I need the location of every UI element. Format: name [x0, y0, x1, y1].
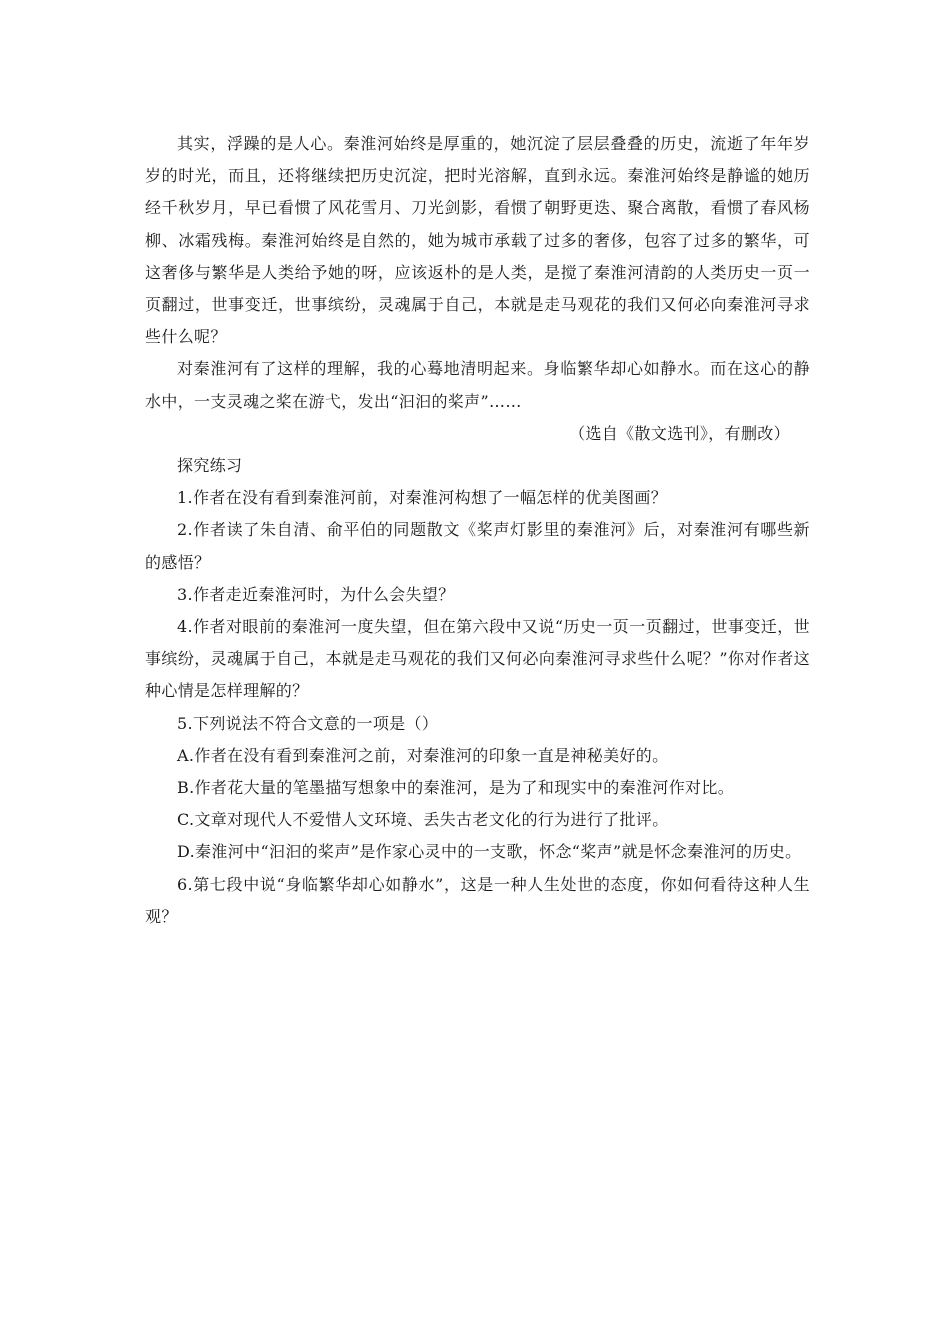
article-paragraph-1: 其实，浮躁的是人心。秦淮河始终是厚重的，她沉淀了层层叠叠的历史，流逝了年年岁岁的时光，而且，还将继续把历史沉淀，把时光溶解，直到永远。秦淮河始终是静谧的她历经千秋岁月，早已看惯了风花雪月、刀光剑影，看惯了朝野更迭、聚合离散，看惯了春风杨柳、冰霜残梅。秦淮河始终是自然的，她为城市承载了过多的奢侈，包容了过多的繁华，可这奢侈与繁华是人类给予她的呀，应该返朴的是人类，是搅了秦淮河清韵的人类历史一页一页翻过，世事变迁，世事缤纷，灵魂属于自己，本就是走马观花的我们又何必向秦淮河寻求些什么呢？ [145, 134, 810, 347]
source-citation: （选自《散文选刊》，有删改） [569, 423, 790, 443]
question-5: 5.下列说法不符合文意的一项是（） [177, 713, 439, 733]
question-5-option-c: C.文章对现代人不爱惜人文环境、丢失古老文化的行为进行了批评。 [177, 810, 669, 830]
document-page [145, 128, 810, 933]
article-paragraph-2: 对秦淮河有了这样的理解，我的心蓦地清明起来。身临繁华却心如静水。而在这心的静水中，一支灵魂之桨在游弋，发出“汩汩的桨声”…… [145, 359, 810, 411]
exercise-heading: 探究练习 [177, 456, 243, 476]
question-4: 4.作者对眼前的秦淮河一度失望，但在第六段中又说“历史一页一页翻过，世事变迁，世事缤纷，灵魂属于自己，本就是走马观花的我们又何必向秦淮河寻求些什么呢？”你对作者这种心情是怎样理解的？ [145, 617, 810, 701]
question-3: 3.作者走近秦淮河时，为什么会失望？ [177, 584, 455, 604]
question-1: 1.作者在没有看到秦淮河前，对秦淮河构想了一幅怎样的优美图画？ [177, 488, 668, 508]
question-5-option-a: A.作者在没有看到秦淮河之前，对秦淮河的印象一直是神秘美好的。 [177, 745, 669, 765]
question-5-option-d: D.秦淮河中“汩汩的桨声”是作家心灵中的一支歌，怀念“桨声”就是怀念秦淮河的历史。 [177, 842, 802, 862]
question-6: 6.第七段中说“身临繁华却心如静水”，这是一种人生处世的态度，你如何看待这种人生观？ [145, 874, 810, 926]
question-2: 2.作者读了朱自清、俞平伯的同题散文《桨声灯影里的秦淮河》后，对秦淮河有哪些新的感悟？ [145, 520, 810, 572]
question-5-option-b: B.作者花大量的笔墨描写想象中的秦淮河，是为了和现实中的秦淮河作对比。 [177, 778, 735, 798]
